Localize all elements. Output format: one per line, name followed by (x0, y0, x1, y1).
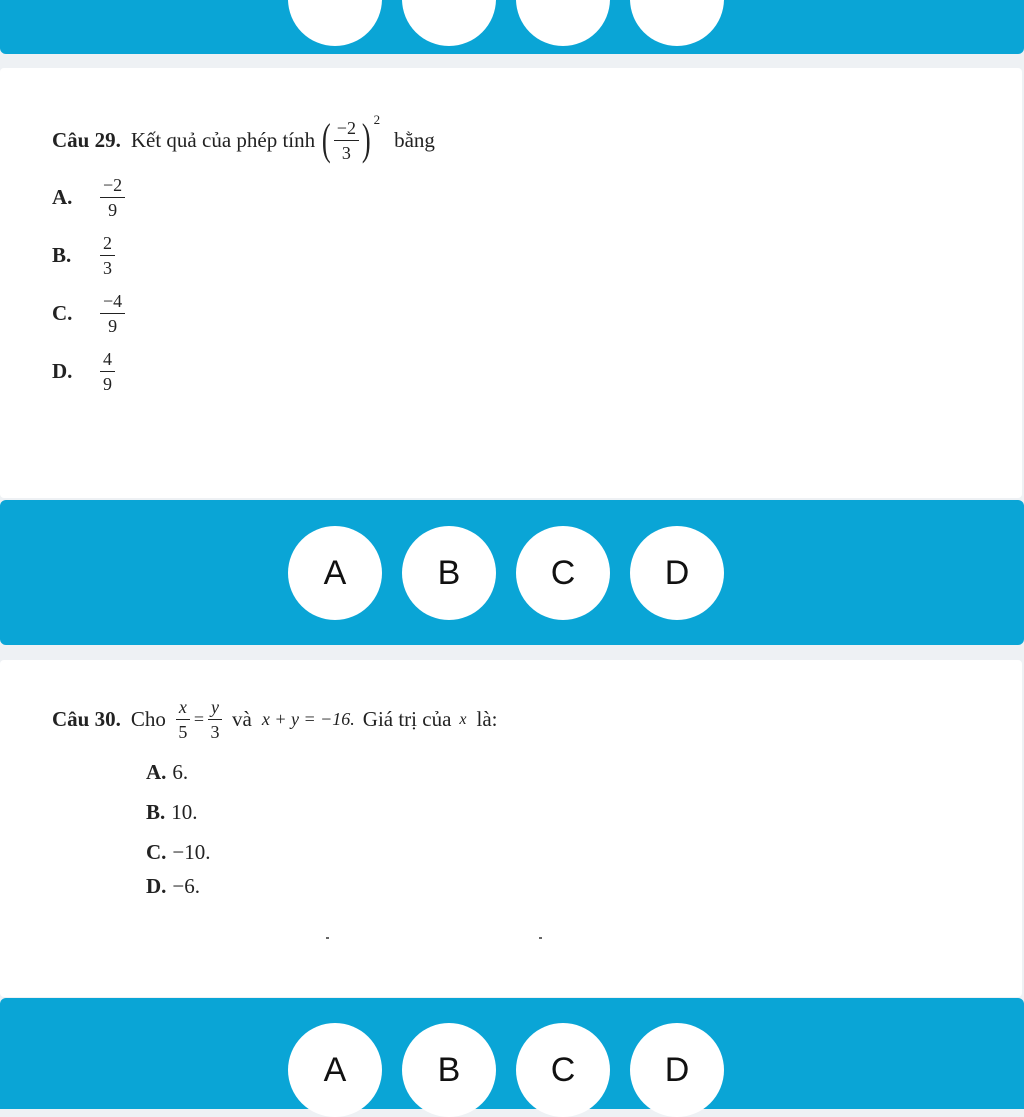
fraction-denominator: 9 (108, 316, 118, 336)
option-fraction (100, 234, 115, 277)
option-letter: B. (52, 243, 72, 267)
q30-choice-d-button[interactable]: D (630, 1023, 724, 1117)
option-letter: C. (52, 301, 73, 325)
stray-mark (539, 937, 542, 939)
question-29-card (0, 68, 1022, 498)
equals-sign: = (193, 709, 205, 729)
q29-option-d (52, 350, 115, 393)
q29-option-c (52, 292, 125, 335)
option-fraction (100, 292, 125, 335)
option-letter: D. (146, 874, 167, 898)
question-29-text: Kết quả của phép tính (130, 127, 316, 152)
variable-x: x (459, 710, 467, 728)
q30-choice-b-button[interactable]: B (402, 1023, 496, 1117)
fraction-denominator: 5 (178, 722, 188, 742)
option-letter: A. (146, 760, 167, 784)
fraction-numerator: y (208, 698, 222, 720)
stray-mark (326, 937, 329, 939)
fraction-x-over-5 (176, 698, 190, 741)
fraction-numerator: −2 (334, 119, 359, 141)
fraction-denominator: 3 (103, 258, 112, 278)
fraction-denominator: 3 (341, 142, 351, 163)
question-30-text-cho: Cho (130, 707, 166, 731)
option-value: 6. (172, 760, 189, 784)
fraction-numerator: 2 (100, 234, 115, 256)
option-value: −6. (172, 874, 201, 898)
top-choice-a[interactable] (288, 0, 382, 46)
q30-choice-a-button[interactable]: A (288, 1023, 382, 1117)
question-29-label: Câu 29. (52, 127, 121, 152)
fraction-numerator: 4 (100, 350, 115, 372)
fraction-y-over-3 (208, 698, 222, 741)
question-30-text-value: Giá trị của (362, 707, 452, 731)
q30-option-b (146, 800, 198, 825)
right-paren: ) (361, 115, 371, 164)
question-30-stem (52, 698, 498, 741)
option-fraction (100, 176, 125, 219)
equation: x + y = −16. (261, 709, 355, 729)
q29-option-a (52, 176, 125, 219)
q30-option-d (146, 874, 200, 899)
question-29-answer-band (0, 500, 1024, 645)
fraction-numerator: −4 (100, 292, 125, 314)
option-letter: A. (52, 185, 73, 209)
q29-option-b (52, 234, 115, 277)
question-29-fraction (334, 119, 359, 162)
q29-choice-a-button[interactable]: A (288, 526, 382, 620)
question-29-text-after: bằng (394, 127, 435, 152)
option-letter: B. (146, 800, 166, 824)
question-30-card (0, 660, 1022, 997)
option-letter: D. (52, 359, 73, 383)
q30-option-a (146, 760, 188, 785)
fraction-denominator: 9 (108, 200, 118, 220)
question-29-stem (52, 112, 435, 164)
option-letter: C. (146, 840, 167, 864)
fraction-denominator: 9 (103, 374, 112, 394)
question-30-answer-band (0, 998, 1024, 1109)
q30-choice-c-button[interactable]: C (516, 1023, 610, 1117)
option-value: −10. (172, 840, 211, 864)
question-30-label: Câu 30. (52, 707, 121, 731)
q29-choice-d-button[interactable]: D (630, 526, 724, 620)
q30-option-c (146, 840, 211, 865)
fraction-denominator: 3 (210, 722, 220, 742)
fraction-numerator: −2 (100, 176, 125, 198)
option-fraction (100, 350, 115, 393)
fraction-numerator: x (176, 698, 190, 720)
top-choice-b[interactable] (402, 0, 496, 46)
q29-choice-b-button[interactable]: B (402, 526, 496, 620)
question-30-text-va: và (232, 707, 252, 731)
left-paren: ( (322, 115, 331, 164)
top-choice-c[interactable] (516, 0, 610, 46)
question-30-text-la: là: (476, 707, 498, 731)
exponent: 2 (373, 112, 381, 127)
top-choice-d[interactable] (630, 0, 724, 46)
q29-choice-c-button[interactable]: C (516, 526, 610, 620)
option-value: 10. (171, 800, 198, 824)
top-answer-band (0, 0, 1024, 54)
